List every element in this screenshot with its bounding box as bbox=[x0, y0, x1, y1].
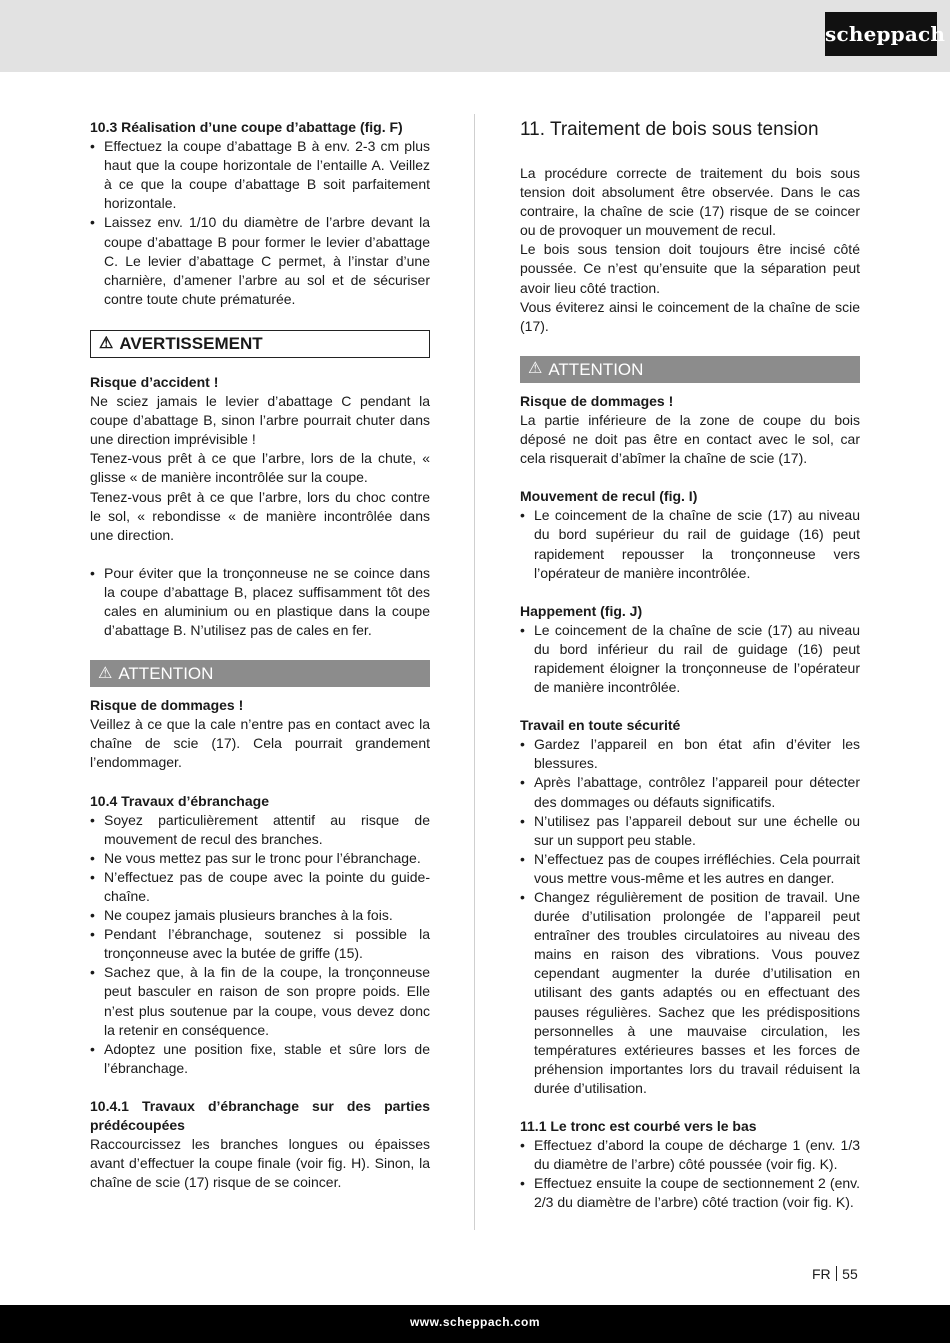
list-item: • Pendant l’ébranchage, soutenez si possible la tronçonneuse avec la butée de griffe (15). bbox=[90, 925, 430, 963]
kickback-title: Mouvement de recul (fig. I) bbox=[520, 488, 698, 505]
footer-url: www.scheppach.com bbox=[409, 1315, 541, 1329]
list-item: • Ne vous mettez pas sur le tronc pour l’ébranchage. bbox=[90, 849, 430, 868]
warning-heading: Risque d’accident ! bbox=[90, 373, 219, 390]
attention-text: Veillez à ce que la cale n’entre pas en contact avec la chaîne de scie (17). Cela pourrait grandement l’endommager. bbox=[90, 716, 430, 771]
section-10-4-1-text: Raccourcissez les branches longues ou épaisses avant d’effectuer la coupe finale (voir fig. H). Sinon, la chaîne de scie (17) risque de se coincer. bbox=[90, 1136, 430, 1191]
list-item: • Effectuez d’abord la coupe de décharge 1 (env. 1/3 du diamètre de l’arbre) côté poussée (voir fig. K). bbox=[520, 1136, 860, 1174]
brand-logo: scheppach bbox=[825, 12, 937, 56]
section-10-3-list bbox=[90, 137, 430, 309]
section-10-4-title: 10.4 Travaux d’ébranchage bbox=[90, 792, 269, 809]
list-item: • N’utilisez pas l’appareil debout sur une échelle ou sur un support peu stable. bbox=[520, 812, 860, 850]
warning-triangle-icon: ⚠ bbox=[98, 664, 113, 682]
list-item: • Pour éviter que la tronçonneuse ne se coince dans la coupe d’abattage B, placez suffisamment tôt des cales en aluminium ou en plastique dans la coupe d’abattage B. N’utilisez pas de cales en fer. bbox=[90, 564, 430, 640]
right-column bbox=[520, 118, 860, 1213]
list-item: • Laissez env. 1/10 du diamètre de l’arbre devant la coupe d’abattage B pour former le levier d’abattage C. Le levier d’abattage C permet, à l’instar d’une charnière, d’amener l’arbre au sol et de sécuriser contre toute chute prématurée. bbox=[90, 213, 430, 308]
warning-banner bbox=[90, 330, 430, 358]
list-item: • Gardez l’appareil en bon état afin d’éviter les blessures. bbox=[520, 735, 860, 773]
list-item: • Changez régulièrement de position de travail. Une durée d’utilisation prolongée de l’appareil peut entraîner des troubles circulatoires au niveau des mains en raison des vibrations. Vous pouvez cependant augmenter la durée d’utilisation en utilisant des gants adaptés ou en effectuant des pauses régulières. Sachez que les prédispositions personnelles à une mauvaise circulation, les températures extérieures basses et les forces de préhension importantes lors du travail réduisent la durée d’utilisation. bbox=[520, 888, 860, 1098]
pull-list bbox=[520, 621, 860, 697]
section-11-text: Vous éviterez ainsi le coincement de la chaîne de scie (17). bbox=[520, 298, 860, 334]
safe-work-list bbox=[520, 735, 860, 1098]
language-code: FR bbox=[812, 1266, 831, 1282]
section-11-1-title: 11.1 Le tronc est courbé vers le bas bbox=[520, 1118, 757, 1135]
attention-text: La partie inférieure de la zone de coupe du bois déposé ne doit pas être en contact avec le sol, car cela risquerait d’abîmer la chaîne de scie (17). bbox=[520, 411, 860, 467]
safe-work-title: Travail en toute sécurité bbox=[520, 717, 681, 734]
list-item: • Sachez que, à la fin de la coupe, la tronçonneuse peut basculer en raison de son propre poids. Elle n’est plus soutenue par la coupe, vous devez donc la retenir en conséquence. bbox=[90, 963, 430, 1039]
page-number bbox=[812, 1265, 858, 1283]
section-10-4-list bbox=[90, 811, 430, 1078]
kickback-list bbox=[520, 506, 860, 582]
attention-label: ATTENTION bbox=[118, 664, 214, 684]
pull-title: Happement (fig. J) bbox=[520, 602, 643, 619]
section-11-text: La procédure correcte de traitement du bois sous tension doit absolument être observée. Dans le cas contraire, la chaîne de scie (17) risque de se coincer ou de provoquer un mouvement de recul. bbox=[520, 165, 860, 239]
attention-label: ATTENTION bbox=[548, 359, 644, 379]
list-item: • N’effectuez pas de coupe avec la pointe du guide-chaîne. bbox=[90, 868, 430, 906]
list-item: • Le coincement de la chaîne de scie (17) au niveau du bord inférieur du rail de guidage (16) peut rapidement éloigner la tronçonneuse de l’opérateur de manière incontrôlée. bbox=[520, 621, 860, 697]
section-11-text: Le bois sous tension doit toujours être incisé côté poussée. Ce n’est qu’ensuite que la séparation peut avoir lieu côté traction. bbox=[520, 241, 860, 296]
list-item: • Soyez particulièrement attentif au risque de mouvement de recul des branches. bbox=[90, 811, 430, 849]
attention-heading: Risque de dommages ! bbox=[520, 392, 674, 409]
page-number-value: 55 bbox=[842, 1266, 858, 1282]
section-11-title: 11. Traitement de bois sous tension bbox=[520, 119, 819, 140]
warning-text: Tenez-vous prêt à ce que l’arbre, lors de la chute, « glisse « de manière incontrôlée sur la coupe. bbox=[90, 450, 430, 486]
left-column bbox=[90, 118, 430, 1192]
list-item: • Effectuez ensuite la coupe de sectionnement 2 (env. 2/3 du diamètre de l’arbre) côté traction (voir fig. K). bbox=[520, 1174, 860, 1212]
section-11-1-list bbox=[520, 1136, 860, 1212]
list-item: • N’effectuez pas de coupes irréfléchies. Cela pourrait vous mettre vous-même et les autres en danger. bbox=[520, 850, 860, 888]
column-divider bbox=[474, 114, 475, 1230]
warning-triangle-icon: ⚠ bbox=[528, 360, 543, 378]
list-item: • Après l’abattage, contrôlez l’appareil pour détecter des dommages ou défauts significatifs. bbox=[520, 773, 860, 811]
list-item: • Effectuez la coupe d’abattage B à env. 2-3 cm plus haut que la coupe horizontale de l’entaille A. Veillez à ce que la coupe d’abattage B soit parfaitement horizontale. bbox=[90, 137, 430, 213]
header-band bbox=[0, 0, 950, 72]
list-item: • Ne coupez jamais plusieurs branches à la fois. bbox=[90, 906, 430, 925]
warning-label: AVERTISSEMENT bbox=[119, 333, 263, 353]
warning-triangle-icon: ⚠ bbox=[99, 334, 114, 352]
page-number-separator bbox=[836, 1266, 838, 1281]
list-item: • Adoptez une position fixe, stable et sûre lors de l’ébranchage. bbox=[90, 1040, 430, 1078]
attention-heading: Risque de dommages ! bbox=[90, 697, 244, 714]
warning-text: Ne sciez jamais le levier d’abattage C pendant la coupe d’abattage B, sinon l’arbre pourrait chuter dans une direction imprévisible ! bbox=[90, 393, 430, 448]
attention-banner bbox=[520, 356, 860, 383]
section-10-4-1-title: 10.4.1 Travaux d’ébranchage sur des parties prédécoupées bbox=[90, 1097, 430, 1134]
wedge-list bbox=[90, 564, 430, 640]
list-item: • Le coincement de la chaîne de scie (17) au niveau du bord supérieur du rail de guidage (16) peut rapidement repousser la tronçonneuse vers l’opérateur de manière incontrôlée. bbox=[520, 506, 860, 582]
section-10-3-title: 10.3 Réalisation d’une coupe d’abattage (fig. F) bbox=[90, 119, 403, 135]
attention-banner bbox=[90, 660, 430, 687]
warning-text: Tenez-vous prêt à ce que l’arbre, lors du choc contre le sol, « rebondisse « de manière incontrôlée dans une direction. bbox=[90, 488, 430, 543]
